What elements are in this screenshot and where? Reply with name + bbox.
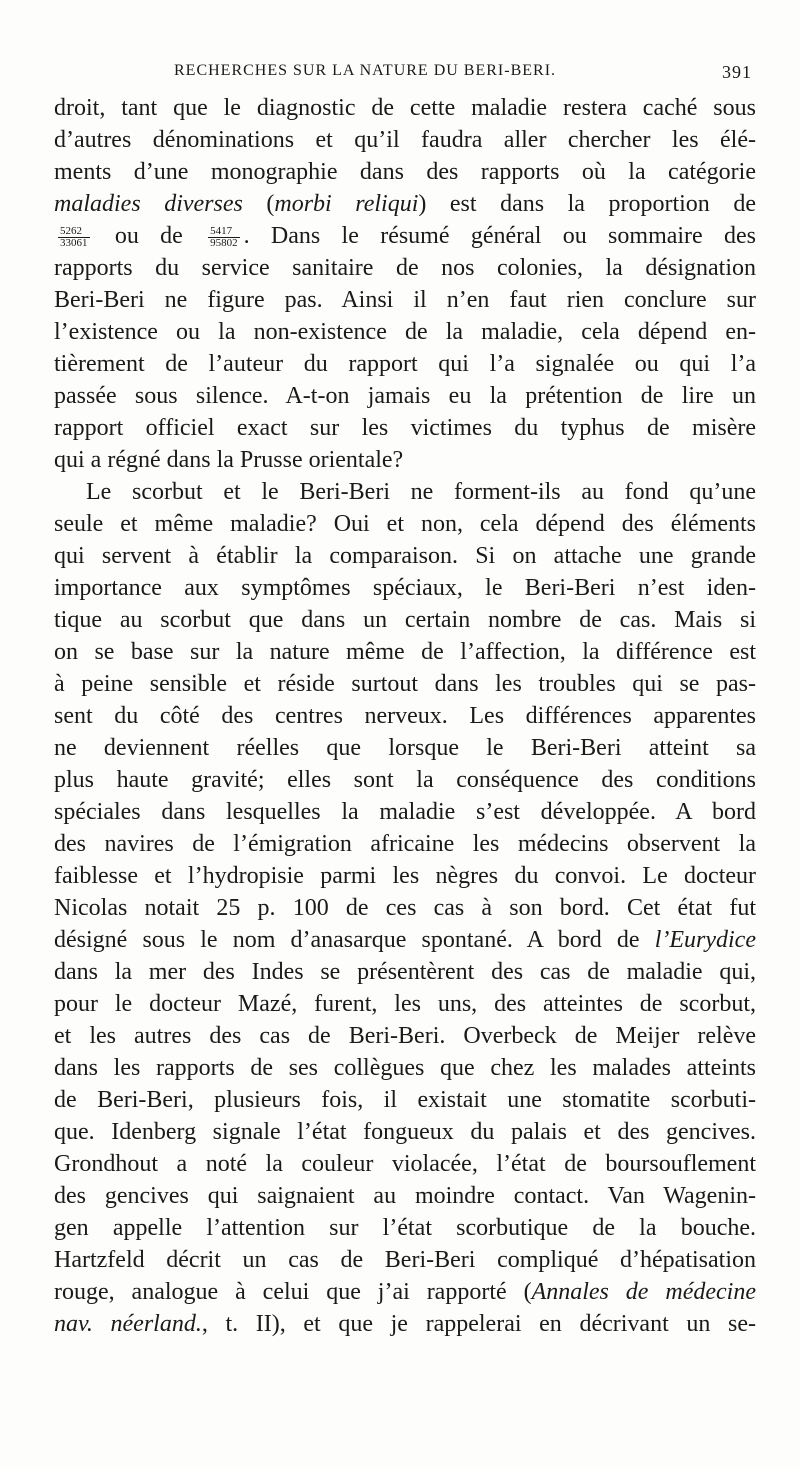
text-line: sent du côté des centres nerveux. Les différences apparentes — [54, 703, 756, 729]
text-line: on se base sur la nature même de l’affection, la différence est — [54, 639, 756, 665]
text-line: Le scorbut et le Beri-Beri ne forment-ils au fond qu’une — [86, 479, 756, 505]
running-title: RECHERCHES SUR LA NATURE DU BERI-BERI. — [174, 62, 557, 79]
text-line: rapports du service sanitaire de nos colonies, la désignation — [54, 255, 756, 281]
text-line: passée sous silence. A-t-on jamais eu la prétention de lire un — [54, 383, 756, 409]
text-line: d’autres dénominations et qu’il faudra aller chercher les élé- — [54, 127, 756, 153]
body-text — [54, 92, 756, 1340]
text-line: qui a régné dans la Prusse orientale? — [54, 447, 404, 473]
text-line: l’existence ou la non-existence de la maladie, cela dépend en- — [54, 319, 756, 345]
text-line: dans la mer des Indes se présentèrent des cas de maladie qui, — [54, 959, 756, 985]
text-line: Nicolas notait 25 p. 100 de ces cas à son bord. Cet état fut — [54, 895, 756, 921]
fraction — [58, 226, 90, 249]
text-line: spéciales dans lesquelles la maladie s’est développée. A bord — [54, 799, 756, 825]
text-line: et les autres des cas de Beri-Beri. Overbeck de Meijer relève — [54, 1023, 756, 1049]
italic-term: Annales de médecine — [531, 1279, 756, 1305]
text-line: gen appelle l’attention sur l’état scorbutique de la bouche. — [54, 1215, 756, 1241]
text-line: rapport officiel exact sur les victimes du typhus de misère — [54, 415, 756, 441]
fraction-numerator: 5417 — [208, 226, 240, 238]
text-line: droit, tant que le diagnostic de cette maladie restera caché sous — [54, 95, 756, 121]
text-line: pour le docteur Mazé, furent, les uns, des atteintes de scorbut, — [54, 991, 756, 1017]
text-line: des navires de l’émigration africaine les médecins observent la — [54, 831, 756, 857]
italic-term: morbi reliqui — [274, 191, 419, 217]
text-line — [54, 924, 756, 956]
text-run: ( — [242, 191, 275, 217]
italic-term: nav. néerland. — [54, 1311, 202, 1337]
text-line: Hartzfeld décrit un cas de Beri-Beri compliqué d’hépatisation — [54, 1247, 756, 1273]
text-line: tièrement de l’auteur du rapport qui l’a signalée ou qui l’a — [54, 351, 756, 377]
page-number: 391 — [722, 62, 752, 82]
text-line: Grondhout a noté la couleur violacée, l’état de boursouflement — [54, 1151, 756, 1177]
text-line — [54, 188, 756, 220]
text-run: . Dans le résumé général ou sommaire des — [243, 223, 756, 249]
italic-term: l’Eurydice — [654, 927, 756, 953]
text-line: importance aux symptômes spéciaux, le Beri-Beri n’est iden- — [54, 575, 756, 601]
text-line — [54, 220, 756, 252]
text-line: des gencives qui saignaient au moindre contact. Van Wagenin- — [54, 1183, 756, 1209]
text-line: de Beri-Beri, plusieurs fois, il existait une stomatite scorbuti- — [54, 1087, 756, 1113]
text-line — [54, 1308, 756, 1340]
text-line — [54, 1276, 756, 1308]
text-line: plus haute gravité; elles sont la conséquence des conditions — [54, 767, 756, 793]
fraction — [208, 226, 240, 249]
text-run: ou de — [93, 223, 205, 249]
fraction-numerator: 5262 — [58, 226, 90, 238]
text-run: ) est dans la proportion de — [418, 191, 756, 217]
text-line: à peine sensible et réside surtout dans les troubles qui se pas- — [54, 671, 756, 697]
fraction-denominator: 33061 — [60, 236, 88, 249]
text-line: que. Idenberg signale l’état fongueux du palais et des gencives. — [54, 1119, 756, 1145]
running-header — [56, 58, 758, 84]
fraction-denominator: 95802 — [210, 236, 238, 249]
text-line: tique au scorbut que dans un certain nombre de cas. Mais si — [54, 607, 756, 633]
text-line: Beri-Beri ne figure pas. Ainsi il n’en faut rien conclure sur — [54, 287, 756, 313]
text-line: ne deviennent réelles que lorsque le Beri-Beri atteint sa — [54, 735, 756, 761]
text-line: ments d’une monographie dans des rapports où la catégorie — [54, 159, 756, 185]
text-run: désigné sous le nom d’anasarque spontané. A bord de — [54, 927, 655, 953]
text-line: faiblesse et l’hydropisie parmi les nègres du convoi. Le docteur — [54, 863, 756, 889]
italic-term: maladies diverses — [54, 191, 243, 217]
text-line: seule et même maladie? Oui et non, cela dépend des éléments — [54, 511, 756, 537]
text-line: dans les rapports de ses collègues que chez les malades atteints — [54, 1055, 756, 1081]
text-line: qui servent à établir la comparaison. Si on attache une grande — [54, 543, 756, 569]
text-run: , t. II), et que je rappelerai en décrivant un se- — [201, 1311, 756, 1337]
text-run: rouge, analogue à celui que j’ai rapporté ( — [54, 1279, 532, 1305]
